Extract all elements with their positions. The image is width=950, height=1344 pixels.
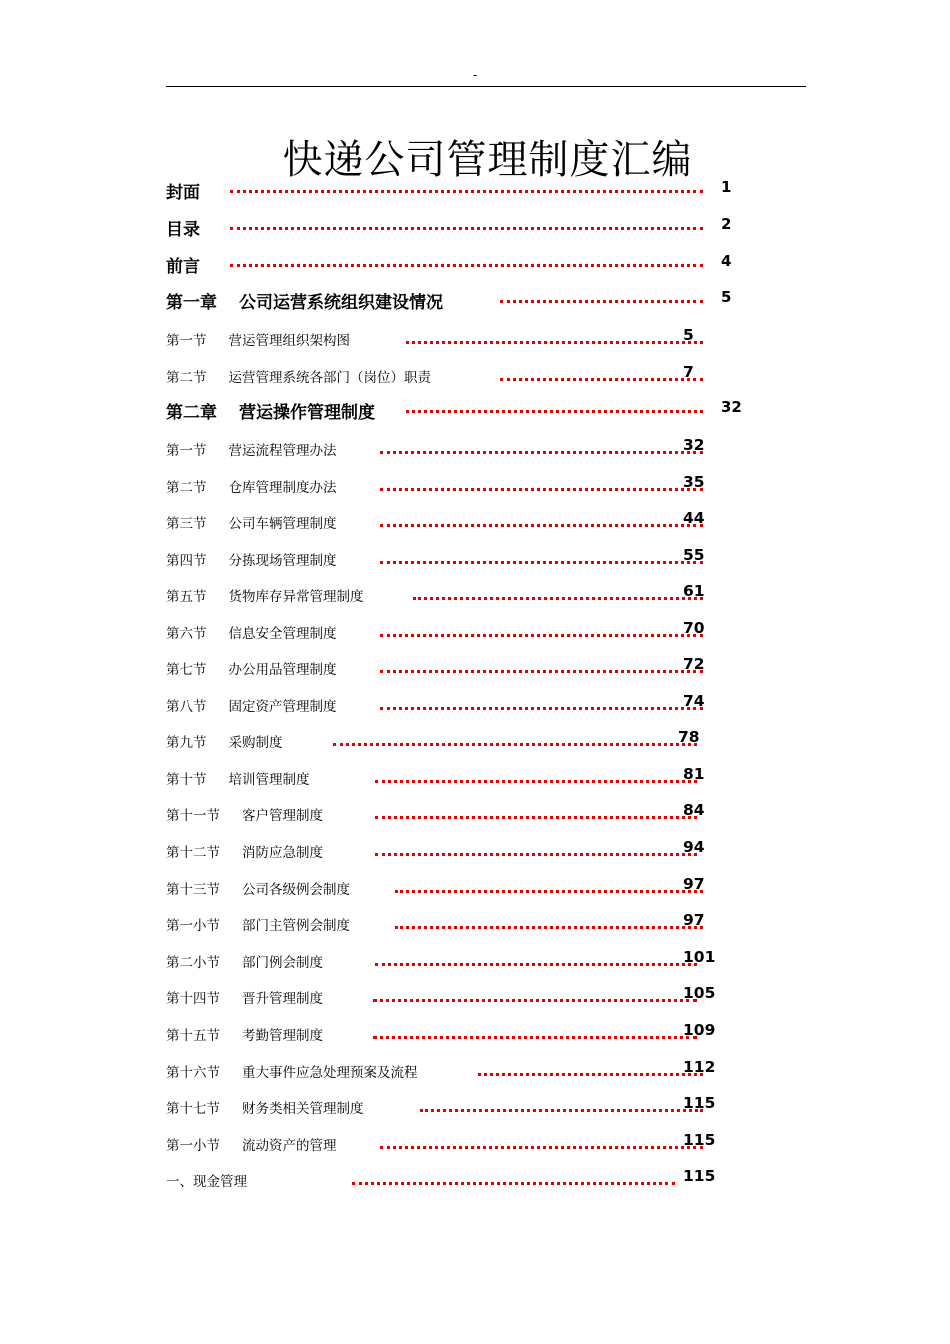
toc-entry-label (166, 439, 337, 459)
toc-entry[interactable] (166, 326, 784, 350)
toc-entry-title: 营运流程管理办法 (228, 443, 337, 459)
toc-entry-label (166, 878, 350, 898)
toc-page-number: 81 (683, 765, 705, 783)
toc-entry-title: 信息安全管理制度 (228, 626, 337, 642)
toc-entry[interactable] (166, 692, 784, 716)
toc-page-number: 55 (683, 546, 705, 564)
toc-entry[interactable] (166, 1058, 784, 1082)
toc-entry-label (166, 987, 323, 1007)
toc-entry-title: 采购制度 (228, 735, 283, 751)
toc-dot-leader (352, 1182, 675, 1185)
toc-page-number: 1 (721, 178, 732, 196)
toc-entry-label (166, 951, 323, 971)
toc-entry-number: 第十五节 (166, 1028, 220, 1044)
toc-entry-number: 第九节 (166, 735, 207, 751)
toc-entry[interactable] (166, 838, 784, 862)
toc-entry[interactable] (166, 288, 784, 312)
toc-entry-number: 一、现金管理 (166, 1174, 247, 1190)
toc-dot-leader (375, 963, 697, 966)
toc-entry[interactable] (166, 765, 784, 789)
toc-dot-leader (380, 561, 703, 564)
toc-entry[interactable] (166, 655, 784, 679)
toc-entry-number: 第七节 (166, 662, 207, 678)
toc-entry[interactable] (166, 178, 784, 202)
toc-dot-leader (375, 853, 697, 856)
toc-entry-label (166, 288, 443, 313)
toc-page-number: 115 (683, 1167, 716, 1185)
header-rule (166, 86, 806, 87)
toc-page-number: 72 (683, 655, 705, 673)
toc-entry-number: 第八节 (166, 699, 207, 715)
toc-entry-label (166, 768, 310, 788)
toc-entry-number: 封面 (166, 183, 200, 203)
toc-dot-leader (230, 227, 703, 230)
toc-dot-leader (373, 999, 697, 1002)
toc-entry-number: 第一小节 (166, 1138, 220, 1154)
toc-page-number: 101 (683, 948, 716, 966)
toc-page-number: 84 (683, 801, 705, 819)
toc-entry-label (166, 178, 200, 203)
toc-page-number: 112 (683, 1058, 716, 1076)
toc-entry-title: 营运操作管理制度 (239, 403, 375, 423)
toc-entry-number: 第十三节 (166, 882, 220, 898)
toc-entry[interactable] (166, 546, 784, 570)
toc-entry-title: 部门例会制度 (242, 955, 323, 971)
toc-entry-label (166, 549, 337, 569)
toc-entry-label (166, 1097, 364, 1117)
toc-page-number: 2 (721, 215, 732, 233)
toc-entry-label (166, 1170, 247, 1190)
toc-entry-label (166, 622, 337, 642)
toc-dot-leader (230, 264, 703, 267)
toc-page-number: 32 (721, 398, 742, 416)
toc-entry-number: 第二节 (166, 480, 207, 496)
toc-dot-leader (380, 1146, 703, 1149)
toc-entry[interactable] (166, 1094, 784, 1118)
toc-entry-title: 培训管理制度 (228, 772, 310, 788)
toc-entry-label (166, 1134, 337, 1154)
toc-entry-label (166, 215, 200, 240)
toc-entry[interactable] (166, 619, 784, 643)
toc-entry-title: 公司各级例会制度 (242, 882, 350, 898)
toc-entry-title: 公司车辆管理制度 (228, 516, 337, 532)
toc-entry[interactable] (166, 509, 784, 533)
toc-entry[interactable] (166, 363, 784, 387)
toc-dot-leader (230, 190, 703, 193)
toc-entry-number: 第二节 (166, 370, 207, 386)
toc-entry-title: 流动资产的管理 (242, 1138, 337, 1154)
toc-entry-number: 第五节 (166, 589, 207, 605)
toc-entry-number: 第十二节 (166, 845, 220, 861)
toc-page-number: 97 (683, 911, 705, 929)
toc-page-number: 74 (683, 692, 705, 710)
toc-entry-title: 营运管理组织架构图 (228, 333, 350, 349)
toc-page-number: 94 (683, 838, 705, 856)
toc-entry[interactable] (166, 948, 784, 972)
toc-entry[interactable] (166, 801, 784, 825)
toc-entry-label (166, 695, 337, 715)
toc-page-number: 4 (721, 252, 732, 270)
toc-entry[interactable] (166, 252, 784, 276)
toc-entry-label (166, 585, 364, 605)
toc-entry[interactable] (166, 1021, 784, 1045)
toc-dot-leader (500, 378, 703, 381)
toc-dot-leader (380, 707, 703, 710)
toc-entry-title: 货物库存异常管理制度 (228, 589, 364, 605)
toc-page-number: 70 (683, 619, 705, 637)
toc-entry-number: 第二小节 (166, 955, 220, 971)
toc-entry-label (166, 658, 337, 678)
toc-dot-leader (375, 816, 697, 819)
toc-entry-label (166, 252, 200, 277)
toc-page-number: 105 (683, 984, 716, 1002)
toc-page-number: 61 (683, 582, 705, 600)
toc-dot-leader (406, 341, 703, 344)
toc-dot-leader (380, 634, 703, 637)
toc-entry[interactable] (166, 1131, 784, 1155)
toc-entry-number: 第一小节 (166, 918, 220, 934)
toc-entry-title: 消防应急制度 (242, 845, 323, 861)
toc-entry[interactable] (166, 984, 784, 1008)
page-header-mark: - (472, 68, 478, 82)
toc-dot-leader (380, 488, 703, 491)
toc-dot-leader (380, 670, 703, 673)
toc-page-number: 97 (683, 875, 705, 893)
toc-entry-number: 第一章 (166, 293, 217, 313)
toc-entry-label (166, 914, 350, 934)
toc-entry-title: 仓库管理制度办法 (228, 480, 337, 496)
toc-page-number: 32 (683, 436, 705, 454)
toc-entry[interactable] (166, 436, 784, 460)
toc-entry-label (166, 1024, 323, 1044)
toc-page-number: 109 (683, 1021, 716, 1039)
toc-entry-title: 公司运营系统组织建设情况 (239, 293, 443, 313)
toc-entry-title: 办公用品管理制度 (228, 662, 337, 678)
toc-entry-label (166, 329, 350, 349)
toc-entry-label (166, 841, 323, 861)
toc-dot-leader (395, 926, 703, 929)
toc-dot-leader (333, 743, 697, 746)
toc-entry[interactable] (166, 398, 784, 422)
toc-dot-leader (413, 597, 703, 600)
toc-entry-number: 第一节 (166, 333, 207, 349)
toc-entry-number: 第四节 (166, 553, 207, 569)
toc-page-number: 115 (683, 1131, 716, 1149)
toc-page-number: 78 (678, 728, 700, 746)
toc-entry-title: 部门主管例会制度 (242, 918, 350, 934)
toc-entry-label (166, 804, 323, 824)
toc-entry-label (166, 1061, 418, 1081)
toc-dot-leader (380, 524, 703, 527)
toc-entry[interactable] (166, 215, 784, 239)
toc-dot-leader (420, 1109, 703, 1112)
toc-entry[interactable] (166, 911, 784, 935)
toc-entry-number: 第六节 (166, 626, 207, 642)
toc-entry-title: 分拣现场管理制度 (228, 553, 337, 569)
toc-entry-title: 财务类相关管理制度 (242, 1101, 364, 1117)
toc-entry-label (166, 731, 283, 751)
toc-entry-number: 第十六节 (166, 1065, 220, 1081)
toc-entry-label (166, 366, 431, 386)
toc-entry-number: 第一节 (166, 443, 207, 459)
toc-page-number: 5 (683, 326, 694, 344)
toc-page-number: 35 (683, 473, 705, 491)
toc-entry-number: 第十节 (166, 772, 207, 788)
toc-entry-title: 固定资产管理制度 (228, 699, 337, 715)
toc-entry[interactable] (166, 728, 784, 752)
toc-dot-leader (478, 1073, 703, 1076)
toc-entry-number: 前言 (166, 257, 200, 277)
toc-dot-leader (500, 300, 703, 303)
toc-entry-title: 考勤管理制度 (242, 1028, 323, 1044)
toc-page-number: 7 (683, 363, 694, 381)
toc-entry-label (166, 476, 337, 496)
toc-dot-leader (395, 890, 703, 893)
toc-entry-title: 运营管理系统各部门（岗位）职责 (228, 370, 431, 386)
toc-entry[interactable] (166, 473, 784, 497)
toc-entry-number: 第十一节 (166, 808, 220, 824)
toc-entry-number: 第三节 (166, 516, 207, 532)
toc-dot-leader (380, 451, 703, 454)
toc-entry[interactable] (166, 1167, 784, 1191)
toc-entry-number: 第二章 (166, 403, 217, 423)
toc-entry-title: 客户管理制度 (242, 808, 323, 824)
toc-entry-number: 第十四节 (166, 991, 220, 1007)
toc-entry-label (166, 398, 375, 423)
toc-page-number: 5 (721, 288, 732, 306)
toc-entry-title: 重大事件应急处理预案及流程 (242, 1065, 418, 1081)
toc-entry-number: 第十七节 (166, 1101, 220, 1117)
toc-page-number: 115 (683, 1094, 716, 1112)
toc-entry-title: 晋升管理制度 (242, 991, 323, 1007)
toc-entry[interactable] (166, 875, 784, 899)
toc-dot-leader (373, 1036, 697, 1039)
toc-dot-leader (375, 780, 697, 783)
toc-entry[interactable] (166, 582, 784, 606)
toc-dot-leader (406, 410, 703, 413)
document-title: 快递公司管理制度汇编 (282, 137, 693, 183)
toc-page-number: 44 (683, 509, 705, 527)
toc-entry-number: 目录 (166, 220, 200, 240)
toc-entry-label (166, 512, 337, 532)
